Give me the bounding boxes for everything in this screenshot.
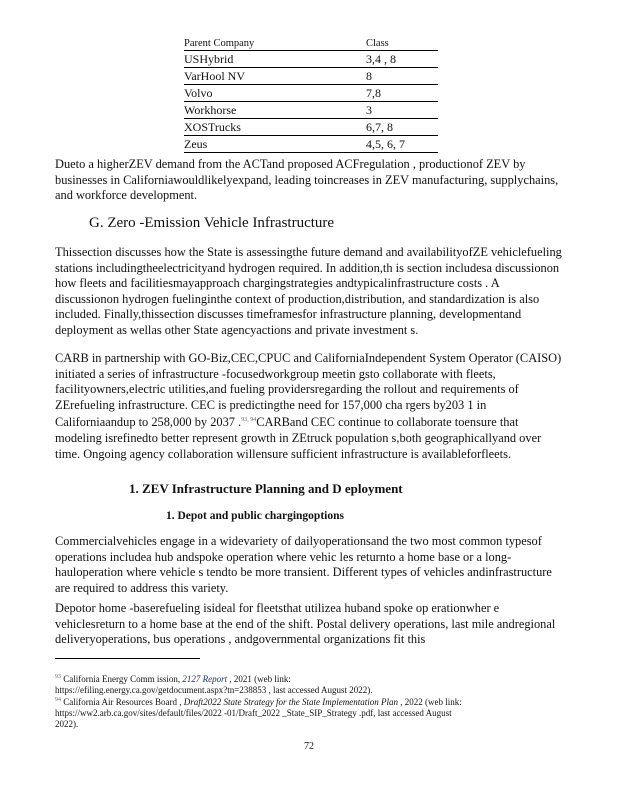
- carb-paragraph-part-1: CARB in partnership with GO-Biz,CEC,CPUC and CaliforniaIndependent System Operator (CAISO) initiated a series of infrastructure -focusedworkgroup meetin gsto collaborate with fleets, facilityowners,electric utilities,and fueling providersregarding the rollout and requirements of ZErefueling infrastructure. CEC is predictingthe need for 157,000 cha rgers by203 1 in Californiaandup to 258,000 by 2037 .: [55, 351, 562, 430]
- footnote-94-number: 94: [55, 697, 61, 703]
- class-cell: 4,5, 6, 7: [366, 136, 438, 153]
- header-class: Class: [366, 37, 438, 51]
- carb-paragraph-part-2: CARBand CEC continue to collaborate toensure that modeling isrefinedto better represent growth in ZEtruck population s,both geographicallyand over time. Ongoing agency collaboration willensure sufficient infrastructure is availableforfleets.: [55, 415, 542, 461]
- subsubsection-1-heading: 1. Depot and public chargingoptions: [166, 510, 344, 522]
- footnote-ref-93-94: 93, 94: [241, 417, 257, 424]
- section-intro-paragraph: Thissection discusses how the State is assessingthe future demand and availabilityofZE vehiclefueling stations includingtheelectricityand hydrogen required. In addition,th is section includesa discussionon how fleets and facilitiesmayapproach chargingstrategies andtypicalinfrastructure costs . A discussionon hydrogen fuelinginthe context of production,distribution, and standardization is also included. Finally,thissection discusses timeframesfor infrastructure planning, developmentand deployment as wellas other State agencyactions and private investment s.: [55, 245, 562, 337]
- company-cell: VarHool NV: [184, 68, 366, 85]
- table-row: [184, 85, 438, 102]
- table-row: [184, 68, 438, 85]
- footnote-93-number: 93: [55, 674, 61, 680]
- footnote-94-date: 2022).: [55, 719, 79, 729]
- company-cell: Volvo: [184, 85, 366, 102]
- table-header-row: [184, 37, 438, 51]
- footnote-93-url: https://efiling.energy.ca.gov/getdocument.aspx?tn=238853 , last accessed August 2022).: [55, 685, 373, 695]
- page-number: 72: [304, 741, 314, 752]
- footnote-93-link-label: , 2021 (web link:: [227, 674, 291, 684]
- footnote-separator: [55, 658, 200, 659]
- footnote-93: [55, 672, 565, 696]
- commercial-vehicles-paragraph: Commercialvehicles engage in a widevariety of dailyoperationsand the two most common typesof operations includea hub andspoke operation where vehic les returnto a home base or a long-hauloperation where vehicle s tendto be more transient. Different types of vehicles andinfrastructure are required to address this variety.: [55, 534, 552, 595]
- class-cell: 3,4 , 8: [366, 51, 438, 68]
- company-cell: Zeus: [184, 136, 366, 153]
- class-cell: 7,8: [366, 85, 438, 102]
- table-row: [184, 136, 438, 153]
- footnote-94-link-label: , 2022 (web link:: [397, 697, 462, 707]
- table-row: [184, 102, 438, 119]
- footnote-93-title: 2127 Report: [182, 674, 228, 684]
- table-row: [184, 119, 438, 136]
- footnote-94: [55, 695, 565, 730]
- footnote-94-title: Draft2022 State Strategy for the State Implementation Plan: [183, 697, 398, 707]
- footnote-94-source: California Air Resources Board ,: [61, 697, 184, 707]
- table-row: [184, 51, 438, 68]
- header-parent-company: Parent Company: [184, 37, 366, 51]
- depot-refueling-paragraph: Depotor home -baserefueling isideal for fleetsthat utilizea huband spoke op erationwher e vehiclesreturn to a home base at the end of the shift. Postal delivery operations, last mile andregional deliveryoperations, bus operations , andgovernmental organizations fit this: [55, 601, 556, 647]
- section-g-heading: G. Zero -Emission Vehicle Infrastructure: [89, 215, 335, 231]
- footnote-94-url: https://ww2.arb.ca.gov/sites/default/files/2022 -01/Draft_2022 _State_SIP_Strategy .pdf, last accessed August: [55, 708, 452, 718]
- company-cell: Workhorse: [184, 102, 366, 119]
- class-cell: 8: [366, 68, 438, 85]
- class-cell: 6,7, 8: [366, 119, 438, 136]
- carb-partnership-paragraph: [55, 351, 563, 462]
- company-cell: XOSTrucks: [184, 119, 366, 136]
- subsection-1-heading: 1. ZEV Infrastructure Planning and D eployment: [129, 481, 403, 496]
- class-cell: 3: [366, 102, 438, 119]
- footnote-93-source: California Energy Comm ission,: [61, 674, 183, 684]
- company-cell: USHybrid: [184, 51, 366, 68]
- zev-demand-paragraph: Dueto a higherZEV demand from the ACTand proposed ACFregulation , productionof ZEV by businesses in Californiawouldlikelyexpand, leading toincreases in ZEV manufacturing, supplychains, and workforce development.: [55, 157, 559, 203]
- company-class-table: [184, 37, 438, 153]
